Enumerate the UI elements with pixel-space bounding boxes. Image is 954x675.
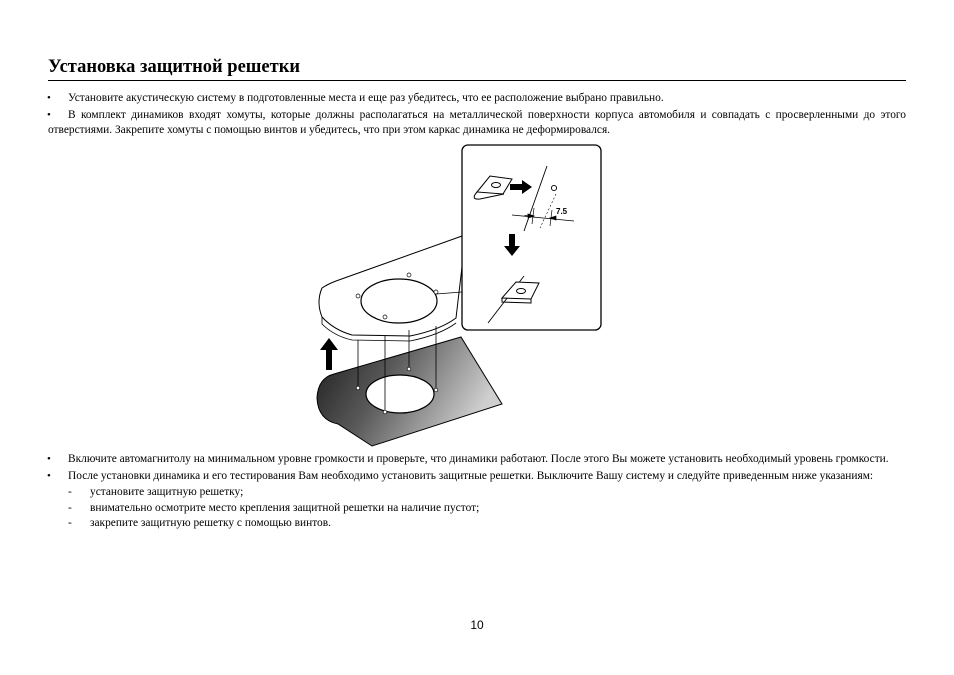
bullet: • [47,108,51,121]
section-title: Установка защитной решетки [48,57,301,77]
list-item-text: После установки динамика и его тестирования Вам необходимо установить защитные решетки. Выключите Вашу систему и следуйте приведенным ниже указаниям: [68,469,874,482]
page-number: 10 [470,618,484,632]
list-item-text: В комплект динамиков входят хомуты, которые должны располагаться на металлической поверхности корпуса автомобиля и совпадать с просверленными до этого отверстиями. Закрепите хомуты с помощью винтов и убедитесь, что при этом каркас динамика не деформировался. [48,108,906,137]
sublist-item-text: закрепите защитную решетку с помощью винтов. [90,517,331,530]
grille-screw-hole [434,290,438,294]
dash: - [68,486,72,499]
title-underline [48,80,906,81]
list-item-text: Включите автомагнитолу на минимальном уровне громкости и проверьте, что динамики работают. После этого Вы можете установить необходимый уровень громкости. [68,453,889,465]
grille-screw-hole [383,315,387,319]
list-item [48,452,906,468]
arrow-up-icon [320,338,338,370]
sublist-item-text: установите защитную решетку; [90,486,244,499]
dash: - [68,501,72,514]
substeps [48,485,906,532]
grille-screw-hole [356,294,360,298]
instructions-bottom [48,452,906,532]
sublist-item [48,516,906,532]
list-item-text: Установите акустическую систему в подготовленные места и еще раз убедитесь, что ее расположение выбрано правильно. [68,92,664,104]
dash: - [68,517,72,530]
list-item [48,469,906,485]
dimension-label: 7.5 [556,207,568,216]
mounting-hole [551,185,556,190]
sublist-item [48,485,906,501]
grille-screw-hole [407,273,411,277]
bullet: • [47,453,51,465]
list-item [48,91,906,107]
instructions-top [48,91,906,139]
panel-speaker-hole [366,375,434,413]
grille-opening [361,279,437,323]
bullet: • [47,469,51,482]
sublist-item-text: внимательно осмотрите место крепления защитной решетки на наличие пустот; [90,501,480,514]
sublist-item [48,501,906,517]
bullet: • [47,92,51,104]
list-item [48,108,906,139]
installation-diagram [312,142,612,448]
